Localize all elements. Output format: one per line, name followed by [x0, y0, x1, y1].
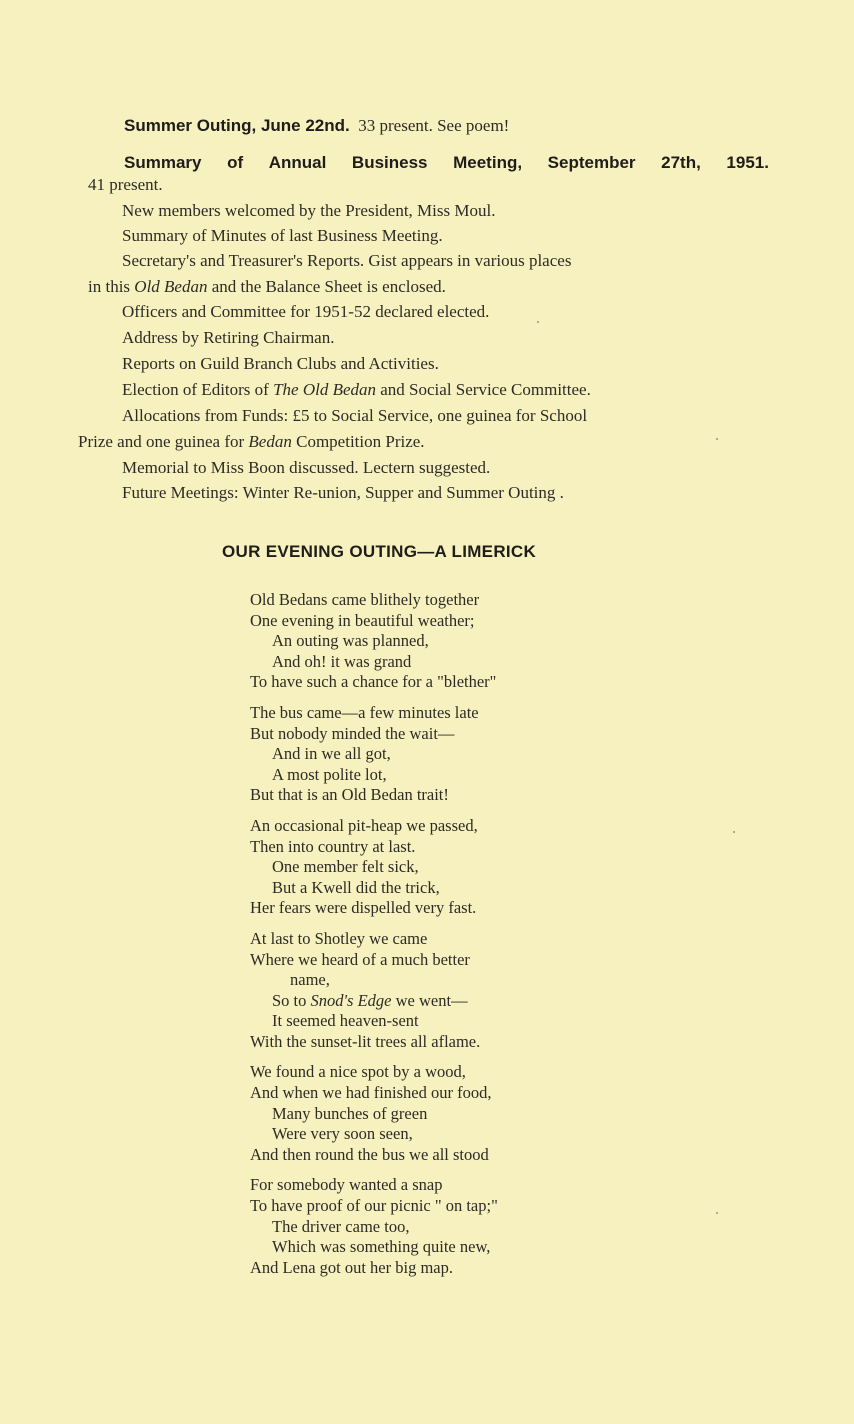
poem-line: And when we had finished our food, [250, 1083, 492, 1103]
poem-line: To have such a chance for a "blether" [250, 672, 497, 692]
poem-stanza [250, 1062, 630, 1165]
poem-line: But a Kwell did the trick, [272, 877, 440, 897]
poem-line: Her fears were dispelled very fast. [250, 898, 477, 918]
poem-heading: OUR EVENING OUTING—A LIMERICK [222, 542, 537, 561]
summer-outing-title: Summer Outing, June 22nd. [124, 116, 350, 135]
poem-line: Old Bedans came blithely together [250, 590, 480, 609]
poem-line-em: Snod's Edge [310, 990, 392, 1010]
poem-line: To have proof of our picnic " on tap;" [250, 1196, 498, 1216]
paper-speck [537, 321, 539, 323]
alloc-text-em: Bedan [248, 432, 292, 451]
poem-line: At last to Shotley we came [250, 928, 428, 948]
poem-line: One member felt sick, [272, 857, 419, 877]
poem-line: name, [290, 970, 330, 990]
poem-line: But nobody minded the wait— [250, 723, 455, 743]
item-reports-line1 [122, 250, 770, 272]
poem-line: And Lena got out her big map. [250, 1257, 453, 1277]
summary-word: Summary [124, 153, 202, 172]
reports-text-em: Old Bedan [134, 277, 208, 296]
poem-stanza [250, 816, 630, 919]
item-memorial: Memorial to Miss Boon discussed. Lectern suggested. [122, 458, 491, 477]
poem-line: Were very soon seen, [272, 1124, 413, 1144]
poem-line: And then round the bus we all stood [250, 1144, 489, 1164]
summary-word: of [227, 153, 244, 172]
paper-speck [716, 438, 718, 440]
summer-outing-count: 33 present. See poem! [358, 116, 510, 135]
item-election [122, 379, 591, 401]
poem-line-text: Where we heard of a much better [250, 949, 470, 969]
item-address: Address by Retiring Chairman. [122, 328, 335, 347]
item-branch-reports: Reports on Guild Branch Clubs and Activities. [122, 354, 439, 373]
paper-speck [716, 1212, 718, 1214]
summer-outing-line [124, 115, 509, 137]
item-reports-line2 [88, 276, 446, 298]
summary-word: Business [351, 153, 428, 172]
poem-line: For somebody wanted a snap [250, 1175, 443, 1195]
poem-line: We found a nice spot by a wood, [250, 1062, 466, 1082]
reports-text-b: and the Balance Sheet is enclosed. [207, 277, 446, 296]
alloc-text-a: Prize and one guinea for [78, 432, 249, 451]
item-allocations-line2 [78, 431, 425, 453]
poem-stanza [250, 1175, 630, 1278]
paper-speck [733, 831, 735, 833]
poem [250, 590, 630, 1288]
poem-line-text: we went— [391, 990, 468, 1010]
poem-line: A most polite lot, [272, 764, 387, 784]
election-text-b: and Social Service Committee. [376, 380, 591, 399]
summary-word: Meeting, [453, 153, 523, 172]
poem-stanza [250, 590, 630, 693]
summary-word: 27th, [661, 153, 701, 172]
poem-stanza [250, 929, 630, 1053]
poem-line: Which was something quite new, [272, 1237, 491, 1257]
summary-heading [124, 152, 769, 174]
poem-line: The driver came too, [272, 1216, 410, 1236]
reports-text-a: in this [88, 277, 135, 296]
poem-line: And oh! it was grand [272, 651, 412, 671]
poem-line: Many bunches of green [272, 1103, 428, 1123]
poem-line-text: So to [272, 990, 311, 1010]
election-text-em: The Old Bedan [273, 380, 377, 399]
poem-line: An outing was planned, [272, 631, 429, 651]
item-future-meetings: Future Meetings: Winter Re-union, Supper and Summer Outing . [122, 483, 564, 502]
poem-line: With the sunset-lit trees all aflame. [250, 1031, 481, 1051]
poem-line: But that is an Old Bedan trait! [250, 785, 449, 805]
poem-line: One evening in beautiful weather; [250, 610, 475, 630]
summary-word: Annual [268, 153, 327, 172]
poem-line: It seemed heaven-sent [272, 1011, 419, 1031]
item-officers: Officers and Committee for 1951-52 declared elected. [122, 302, 490, 321]
alloc-text-b: Competition Prize. [291, 432, 425, 451]
election-text-a: Election of Editors of [122, 380, 274, 399]
present-count: 41 present. [88, 175, 163, 194]
poem-line [250, 991, 630, 1012]
summary-word: 1951. [726, 153, 769, 172]
poem-line [250, 950, 630, 971]
poem-line: An occasional pit-heap we passed, [250, 815, 478, 835]
reports-text: Secretary's and Treasurer's Reports. Gist appears in various places [122, 251, 572, 270]
item-minutes: Summary of Minutes of last Business Meeting. [122, 226, 443, 245]
poem-line: And in we all got, [272, 744, 391, 764]
poem-stanza [250, 703, 630, 806]
poem-line: Then into country at last. [250, 836, 416, 856]
poem-line: The bus came—a few minutes late [250, 702, 479, 722]
item-allocations-line1: Allocations from Funds: £5 to Social Service, one guinea for School [122, 406, 588, 425]
item-new-members: New members welcomed by the President, Miss Moul. [122, 201, 496, 220]
summary-word: September [547, 153, 636, 172]
